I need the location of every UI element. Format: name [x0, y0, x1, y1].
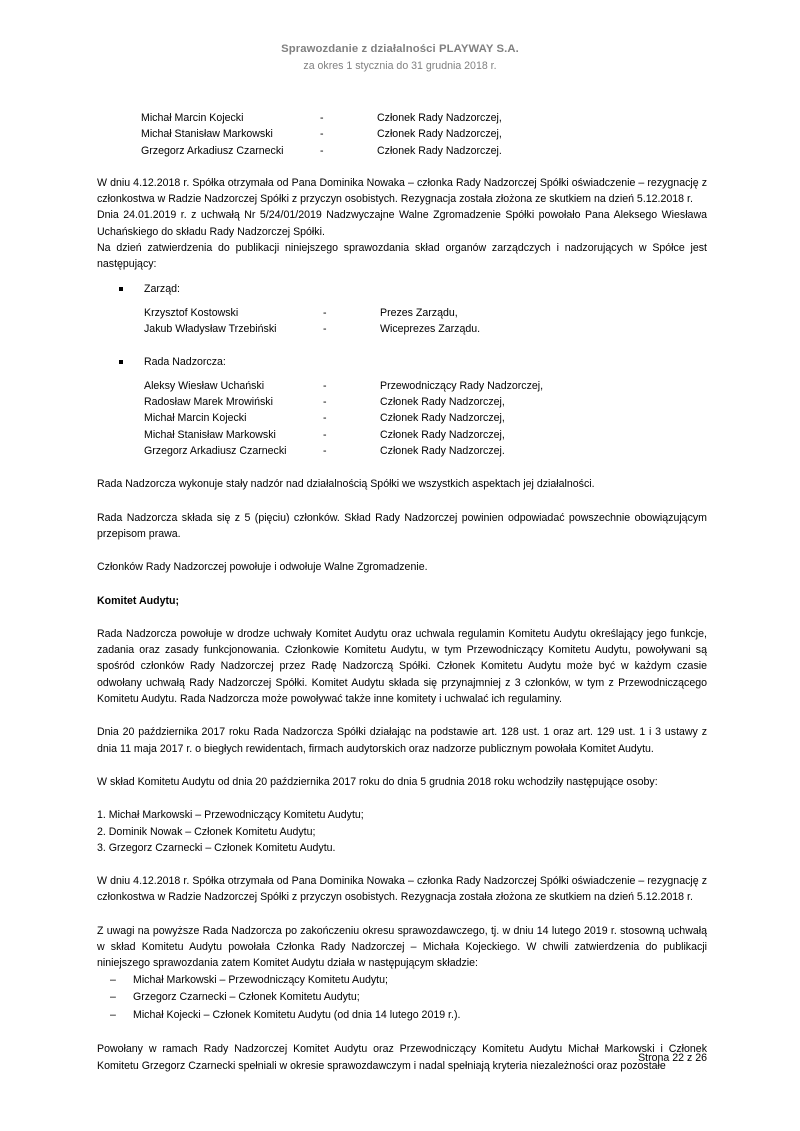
roster-row: [141, 143, 502, 159]
spacer: [97, 338, 707, 354]
member-role: Członek Rady Nadzorczej.: [380, 445, 505, 458]
roster-row: [141, 110, 502, 126]
list-item-management-label: [97, 281, 707, 297]
paragraph-resignation-second: W dniu 4.12.2018 r. Spółka otrzymała od Pana Dominika Nowaka – członka Rady Nadzorczej Spółki oświadczenie – rezygnację z członkostwa w Radzie Nadzorczej Spółki z przyczyn osobistych. Rezygnacja została złożona ze skutkiem na dzień 5.12.2018 r.: [97, 875, 707, 904]
spacer: [97, 159, 707, 175]
member-name: Grzegorz Arkadiusz Czarnecki: [144, 445, 287, 458]
member-role: Prezes Zarządu,: [380, 306, 458, 319]
member-name: Michał Marcin Kojecki: [144, 412, 247, 425]
paragraph-appoint-dismiss: Członków Rady Nadzorczej powołuje i odwołuje Walne Zgromadzenie.: [97, 561, 428, 574]
member-name: Michał Marcin Kojecki: [141, 112, 244, 124]
page-number-label: Strona 22 z 26: [638, 1052, 707, 1064]
member-name: Krzysztof Kostowski: [144, 306, 239, 319]
roster-row: [144, 378, 543, 394]
member-name: Radosław Marek Mrowiński: [144, 396, 273, 409]
supervisory-board-roster: [144, 378, 543, 459]
document-header: [0, 41, 800, 75]
paragraph-members-count: Rada Nadzorcza składa się z 5 (pięciu) członków. Skład Rady Nadzorczej powinien odpowiadać powszechnie obowiązującym przepisom prawa.: [97, 511, 707, 540]
paragraph-new-committee-intro: Z uwagi na powyższe Rada Nadzorcza po zakończeniu okresu sprawozdawczego, tj. w dniu 14 lutego 2019 r. stosowną uchwałą w skład Komitetu Audytu powołała Członka Rady Nadzorczej – Michała Kojeckiego. W chwili zatwierdzenia do publikacji niniejszego sprawozdania zatem Komitet Audytu działa w następującym składzie:: [97, 924, 707, 970]
member-name: Jakub Władysław Trzebiński: [144, 323, 277, 336]
spacer: [97, 273, 707, 281]
roster-row: [144, 443, 543, 459]
audit-committee-heading: Komitet Audytu;: [97, 594, 179, 607]
roster-row: [141, 126, 502, 142]
list-item: 2. Dominik Nowak – Członek Komitetu Audytu;: [97, 825, 316, 838]
document-footer: [0, 1050, 707, 1066]
list-item: [97, 1007, 707, 1025]
member-role: Członek Rady Nadzorczej,: [380, 412, 505, 425]
member-dash: -: [323, 428, 327, 441]
member-name: Michał Stanisław Markowski: [144, 428, 276, 441]
square-bullet-icon: [119, 287, 123, 291]
roster-row: [144, 394, 543, 410]
paragraph-supervision: Rada Nadzorcza wykonuje stały nadzór nad działalnością Spółki we wszystkich aspektach jej działalności.: [97, 478, 595, 491]
current-audit-committee-list: [97, 972, 707, 1025]
spacer: [97, 856, 707, 873]
member-dash: -: [320, 112, 324, 124]
paragraph-committee-members-intro: W skład Komitetu Audytu od dnia 20 października 2017 roku do dnia 5 grudnia 2018 roku wchodziły następujące osoby:: [97, 775, 658, 788]
spacer: [97, 370, 707, 378]
spacer: [97, 576, 707, 593]
member-dash: -: [323, 445, 327, 458]
member-name: Aleksy Wiesław Uchański: [144, 379, 265, 392]
member-dash: -: [323, 396, 327, 409]
spacer: [97, 790, 707, 807]
member-role: Członek Rady Nadzorczej,: [380, 428, 505, 441]
list-item: 3. Grzegorz Czarnecki – Członek Komitetu Audytu.: [97, 841, 336, 854]
dash-bullet-icon: –: [110, 1008, 116, 1021]
former-audit-committee-list: [97, 807, 707, 856]
supervisory-board-roster-top: [141, 110, 502, 159]
spacer: [97, 757, 707, 774]
member-role: Wiceprezes Zarządu.: [380, 323, 481, 336]
paragraph-independence: Powołany w ramach Rady Nadzorczej Komitet Audytu oraz Przewodniczący Komitetu Audytu Michał Markowski i Członek Komitetu Grzegorz Czarnecki spełniali w okresie sprawozdawczym i nadal spełniają kryteria niezależności oraz pozostałe: [97, 1043, 707, 1072]
member-role: Członek Rady Nadzorczej.: [377, 144, 502, 157]
member-role: Członek Rady Nadzorczej,: [377, 112, 502, 124]
roster-row: [144, 427, 543, 443]
list-item-label: Grzegorz Czarnecki – Członek Komitetu Audytu;: [133, 991, 360, 1004]
spacer: [97, 707, 707, 724]
member-dash: -: [320, 144, 324, 157]
document-subtitle: za okres 1 stycznia do 31 grudnia 2018 r.: [303, 60, 497, 72]
document-body: [97, 110, 707, 1074]
spacer: [97, 542, 707, 559]
roster-row: [144, 410, 543, 426]
list-item: [97, 989, 707, 1007]
member-dash: -: [320, 128, 324, 141]
dash-bullet-icon: –: [110, 973, 116, 986]
spacer: [97, 297, 707, 305]
paragraph-legal-basis: Dnia 20 października 2017 roku Rada Nadzorcza Spółki działając na podstawie art. 128 ust. 1 oraz art. 129 ust. 1 i 3 ustawy z dnia 11 maja 2017 r. o biegłych rewidentach, firmach audytorskich oraz nadzorze publicznym powołała Komitet Audytu.: [97, 726, 707, 755]
list-item-label: Michał Kojecki – Członek Komitetu Audytu (od dnia 14 lutego 2019 r.).: [133, 1008, 461, 1021]
member-dash: -: [323, 379, 327, 392]
spacer: [97, 459, 707, 476]
list-item: [97, 972, 707, 990]
list-item-label: Michał Markowski – Przewodniczący Komitetu Audytu;: [133, 973, 388, 986]
spacer: [97, 906, 707, 923]
roster-row: [144, 321, 480, 337]
spacer: [97, 493, 707, 510]
member-dash: -: [323, 323, 327, 336]
document-title: Sprawozdanie z działalności PLAYWAY S.A.: [281, 43, 519, 55]
management-board-roster: [144, 305, 480, 338]
list-item-supervisory-label: [97, 354, 707, 370]
member-role: Członek Rady Nadzorczej,: [380, 396, 505, 409]
roster-row: [144, 305, 480, 321]
member-name: Grzegorz Arkadiusz Czarnecki: [141, 144, 284, 157]
management-board-label: Zarząd:: [144, 282, 180, 295]
member-dash: -: [323, 306, 327, 319]
paragraph-resignation-first: W dniu 4.12.2018 r. Spółka otrzymała od Pana Dominika Nowaka – członka Rady Nadzorczej Spółki oświadczenie – rezygnację z członkostwa w Radzie Nadzorczej Spółki z przyczyn osobistych. Rezygnacja została złożona ze skutkiem na dzień 5.12.2018 r.: [97, 176, 707, 206]
member-name: Michał Stanisław Markowski: [141, 128, 273, 141]
supervisory-board-label: Rada Nadzorcza:: [144, 355, 226, 368]
paragraph-composition-intro: Na dzień zatwierdzenia do publikacji niniejszego sprawozdania skład organów zarządczych i nadzorujących w Spółce jest następujący:: [97, 242, 707, 271]
spacer: [97, 1024, 707, 1041]
paragraph-appointment: Dnia 24.01.2019 r. z uchwałą Nr 5/24/01/2019 Nadzwyczajne Walne Zgromadzenie Spółki powołało Pana Aleksego Wiesława Uchańskiego do składu Rady Nadzorczej Spółki.: [97, 209, 707, 238]
member-dash: -: [323, 412, 327, 425]
list-item: 1. Michał Markowski – Przewodniczący Komitetu Audytu;: [97, 809, 364, 822]
member-role: Członek Rady Nadzorczej,: [377, 128, 502, 141]
dash-bullet-icon: –: [110, 991, 116, 1004]
paragraph-audit-committee-rules: Rada Nadzorcza powołuje w drodze uchwały Komitet Audytu oraz uchwala regulamin Komitetu Audytu określający jego funkcje, zadania oraz zasady funkcjonowania. Członkowie Komitetu Audytu, w tym Przewodniczący Komitetu Audytu, powoływani są spośród członków Rady Nadzorczej przez Radę Nadzorczą Spółki. Członek Komitetu Audytu może być w każdym czasie odwołany uchwałą Rady Nadzorczej Spółki. Komitet Audytu składa się przynajmniej z 3 członków, w tym z Przewodniczącego Komitetu Audytu. Rada Nadzorcza może powoływać także inne komitety i uchwalać ich regulaminy.: [97, 627, 707, 706]
management-board-section: [97, 281, 707, 297]
member-role: Przewodniczący Rady Nadzorczej,: [380, 379, 544, 392]
square-bullet-icon: [119, 360, 123, 364]
supervisory-board-section: [97, 354, 707, 370]
spacer: [97, 609, 707, 626]
